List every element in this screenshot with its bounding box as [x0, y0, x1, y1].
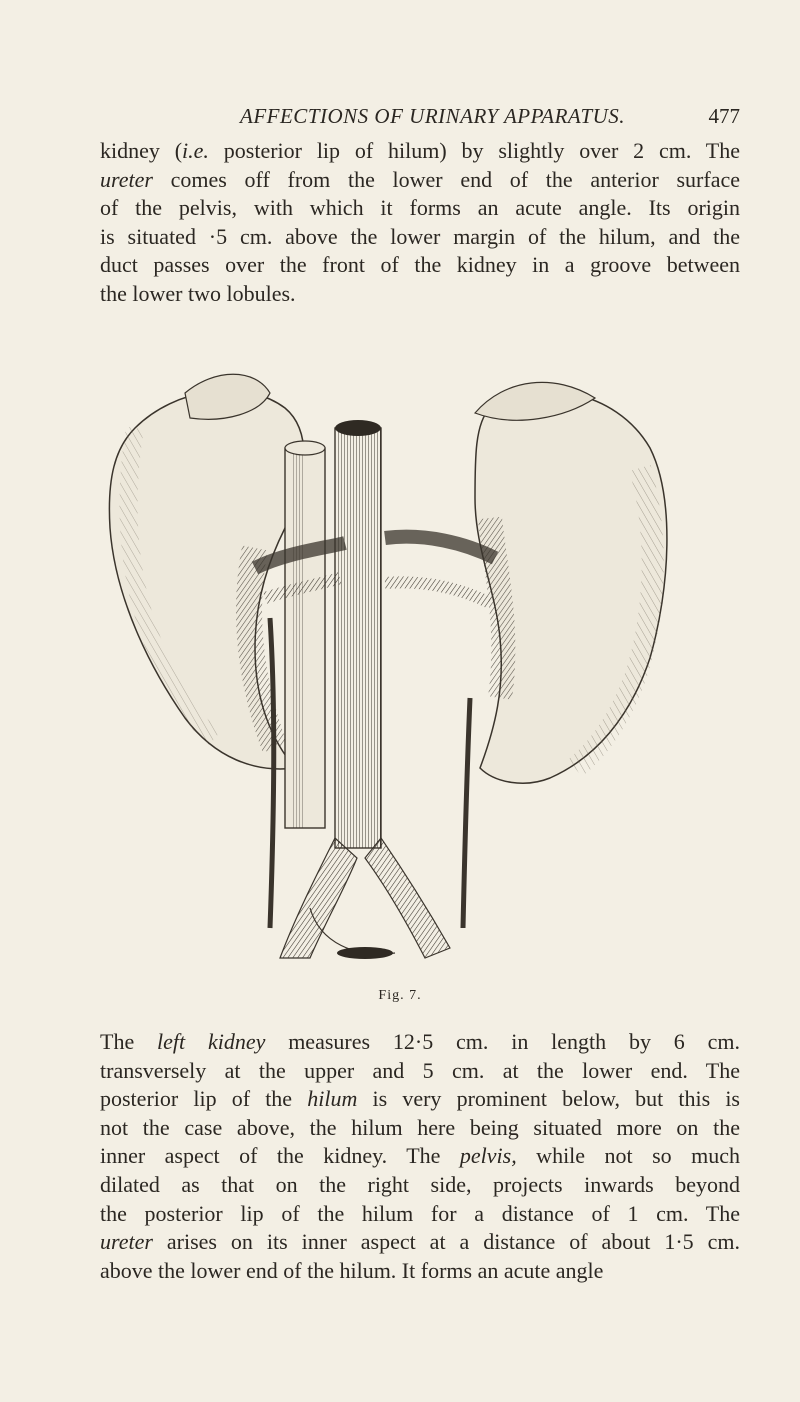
text-run: inner aspect of the kidney. The [100, 1143, 460, 1169]
text-line: the lower two lobules. [100, 280, 296, 306]
italic-term: pelvis, [459, 1143, 517, 1169]
text-line [100, 1142, 740, 1171]
text-line [100, 1228, 740, 1257]
text-run: posterior lip of hilum) by slightly over 2 cm. The [208, 138, 741, 163]
text-line: of the pelvis, with which it forms an acute angle. Its origin [100, 195, 740, 221]
aorta [335, 428, 381, 848]
text-line [100, 166, 740, 195]
page-number: 477 [708, 104, 740, 128]
italic-term: ureter [100, 166, 153, 192]
text-run: measures 12·5 cm. in length by 6 cm. [265, 1029, 740, 1054]
paragraph-bottom [100, 1028, 740, 1285]
text-run: posterior lip of the [100, 1086, 308, 1112]
kidney-illustration [95, 368, 675, 968]
text-run: kidney ( [100, 138, 183, 163]
paragraph-top [100, 137, 740, 309]
text-line: the posterior lip of the hilum for a distance of 1 cm. The [100, 1200, 740, 1226]
italic-term: hilum [307, 1086, 358, 1112]
text-run: The [100, 1029, 158, 1054]
running-head: AFFECTIONS OF URINARY APPARATUS. [240, 104, 626, 128]
text-run: while not so much [516, 1143, 740, 1169]
text-line: not the case above, the hilum here being situated more on the [100, 1114, 740, 1140]
italic-term: left kidney [157, 1029, 266, 1054]
figure-caption: Fig. 7. [378, 988, 422, 1003]
text-run: is very prominent below, but this is [357, 1086, 740, 1112]
text-line: is situated ·5 cm. above the lower margin of the hilum, and the [100, 223, 740, 249]
ureter-left [270, 618, 274, 928]
text-line [100, 1028, 740, 1057]
text-line: duct passes over the front of the kidney in a groove between [100, 252, 740, 278]
text-run: arises on its inner aspect at a distance of about 1·5 cm. [152, 1229, 740, 1255]
text-line [100, 137, 740, 166]
italic-term: ureter [100, 1229, 153, 1255]
ureter-right [463, 698, 470, 928]
text-line [100, 1085, 740, 1114]
italic-term: i.e. [182, 138, 209, 163]
text-line: transversely at the upper and 5 cm. at the lower end. The [100, 1057, 740, 1083]
text-run: comes off from the lower end of the anterior surface [152, 166, 740, 192]
text-line: dilated as that on the right side, projects inwards beyond [100, 1171, 740, 1197]
text-line: above the lower end of the hilum. It forms an acute angle [100, 1257, 604, 1283]
